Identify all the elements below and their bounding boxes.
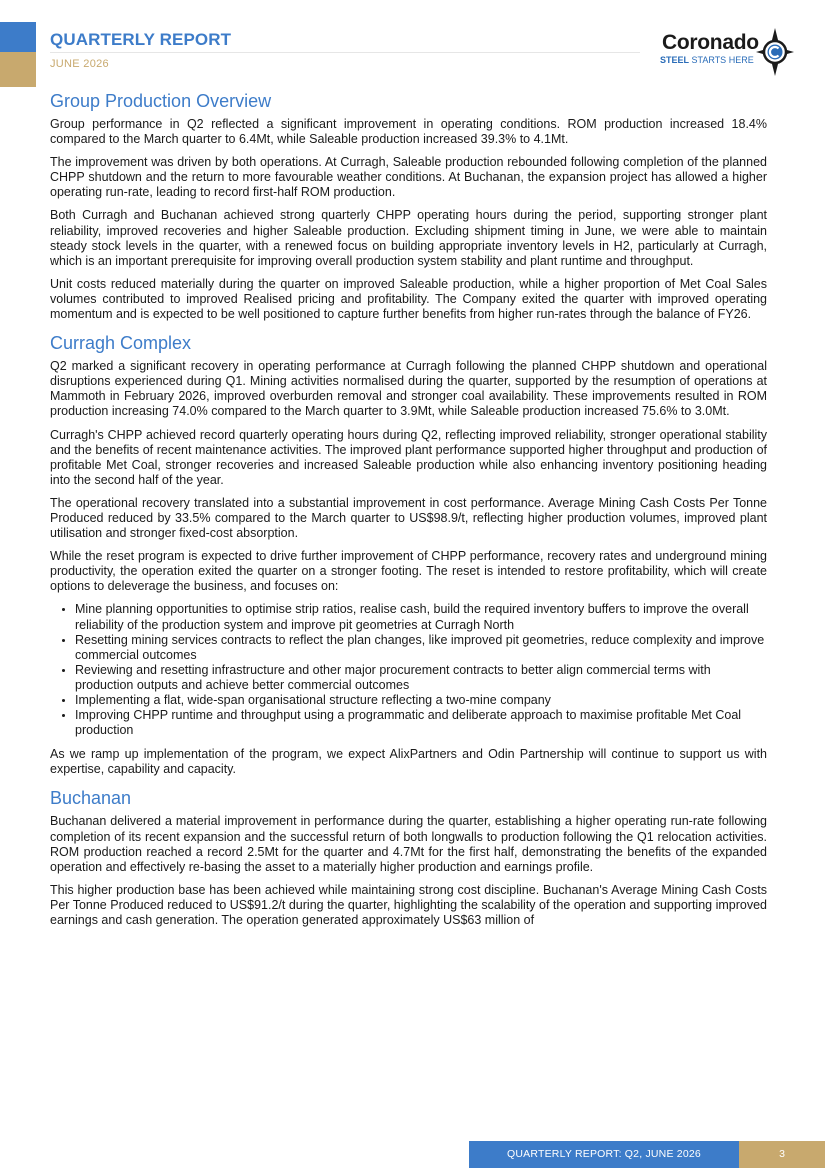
- coronado-logo: [658, 28, 798, 78]
- paragraph: The operational recovery translated into a substantial improvement in cost performance. Average Mining Cash Costs Per Tonne Produced reduced by 33.5% compared to the March quarter to US$98.9/t, reflecting higher production volumes, improved plant utilisation and stronger fixed-cost absorption.: [50, 495, 767, 541]
- page-number: 3: [739, 1141, 825, 1168]
- paragraph: Curragh's CHPP achieved record quarterly operating hours during Q2, reflecting improved reliability, stronger operational stability and the benefits of recent maintenance activities. The improved plant performance supported higher throughput and production of profitable Met Coal, stronger recoveries and increased Saleable production while also enhancing inventory positioning heading into the second half of the year.: [50, 427, 767, 487]
- paragraph: While the reset program is expected to drive further improvement of CHPP performance, recovery rates and underground mining productivity, the operation exited the quarter on a stronger footing. The reset is intended to restore profitability, which will create options to deleverage the business, and focuses on:: [50, 549, 767, 594]
- section-heading-group-production: Group Production Overview: [50, 91, 272, 111]
- report-title: QUARTERLY REPORT: [50, 30, 232, 49]
- paragraph: The improvement was driven by both operations. At Curragh, Saleable production rebounded following completion of the planned CHPP shutdown and the return to more favourable weather conditions. At Buchanan, the expansion project has allowed a higher operating run-rate, leading to record first-half ROM production.: [50, 155, 767, 200]
- list-item: • Improving CHPP runtime and throughput using a programmatic and deliberate approach to maximise profitable Met Coal production: [75, 708, 767, 738]
- list-item: • Implementing a flat, wide-span organisational structure reflecting a two-mine company: [75, 693, 767, 708]
- list-item: • Mine planning opportunities to optimise strip ratios, realise cash, build the required inventory buffers to improve the overall reliability of the production system and improve pit geometries at Curragh North: [75, 602, 767, 632]
- paragraph: As we ramp up implementation of the program, we expect AlixPartners and Odin Partnership will continue to support us with expertise, capability and capacity.: [50, 747, 767, 777]
- footer-report-label: QUARTERLY REPORT: Q2, JUNE 2026: [469, 1141, 739, 1168]
- logo-tagline-rest: STARTS HERE: [689, 55, 754, 65]
- paragraph: Unit costs reduced materially during the quarter on improved Saleable production, while a higher proportion of Met Coal Sales volumes contributed to improved Realised pricing and profitability. The Company exited the quarter with improved operating momentum and is expected to be well positioned to capture further benefits from higher run-rates through the balance of FY26.: [50, 276, 767, 322]
- paragraph: Q2 marked a significant recovery in operating performance at Curragh following the planned CHPP shutdown and operational disruptions experienced during Q1. Mining activities normalised during the quarter, supported by the resumption of operations at Mammoth in February 2026, improved overburden removal and stronger coal availability. These improvements resulted in ROM production increasing 74.0% compared to the March quarter to 3.9Mt, while Saleable production increased 75.6% to 3.0Mt.: [50, 359, 767, 419]
- logo-wordmark: Coronado: [662, 31, 759, 54]
- section-heading-buchanan: Buchanan: [50, 788, 132, 809]
- paragraph: This higher production base has been achieved while maintaining strong cost discipline. Buchanan's Average Mining Cash Costs Per Tonne Produced reduced to US$91.2/t during the quarter, highlighting the scalability of the operation and supporting improved earnings and cash generation. The operation generated approximately US$63 million of: [50, 882, 767, 928]
- paragraph: Group performance in Q2 reflected a significant improvement in operating conditions. ROM production increased 18.4% compared to the March quarter to 6.4Mt, while Saleable production increased 39.3% to 4.1Mt.: [50, 117, 767, 147]
- paragraph: Both Curragh and Buchanan achieved strong quarterly CHPP operating hours during the period, supporting stronger plant reliability, improved recoveries and higher Saleable production. Excluding shipment timing in June, we were able to maintain steady stock levels in the quarter, with a renewed focus on building appropriate inventory levels in H2, particularly at Curragh, which is an important prerequisite for improving overall production system stability and plant runtime and throughput.: [50, 208, 767, 268]
- paragraph: Buchanan delivered a material improvement in performance during the quarter, establishing a higher operating run-rate following completion of its recent expansion and the successful return of both longwalls to production following the Q1 relocation activities. ROM production reached a record 2.5Mt for the quarter and 4.7Mt for the first half, demonstrating the benefits of the expanded operation and effectively re-basing the asset to a materially higher production and earnings profile.: [50, 814, 767, 874]
- logo-tagline-bold: STEEL: [660, 55, 690, 65]
- reset-focus-list: [50, 602, 767, 738]
- compass-logo-icon: [756, 28, 794, 76]
- header-accent-blue: [0, 22, 36, 52]
- list-item: • Resetting mining services contracts to reflect the plan changes, like improved pit geometries, reduce complexity and improve commercial outcomes: [75, 633, 767, 663]
- section-heading-curragh: Curragh Complex: [50, 333, 192, 354]
- report-body: [50, 88, 767, 936]
- report-date: JUNE 2026: [50, 58, 109, 70]
- list-item: • Reviewing and resetting infrastructure and other major procurement contracts to better align commercial terms with production outputs and achieve better commercial outcomes: [75, 663, 767, 693]
- header-accent-tan: [0, 52, 36, 87]
- header-divider: [50, 52, 640, 53]
- logo-tagline: [660, 55, 754, 65]
